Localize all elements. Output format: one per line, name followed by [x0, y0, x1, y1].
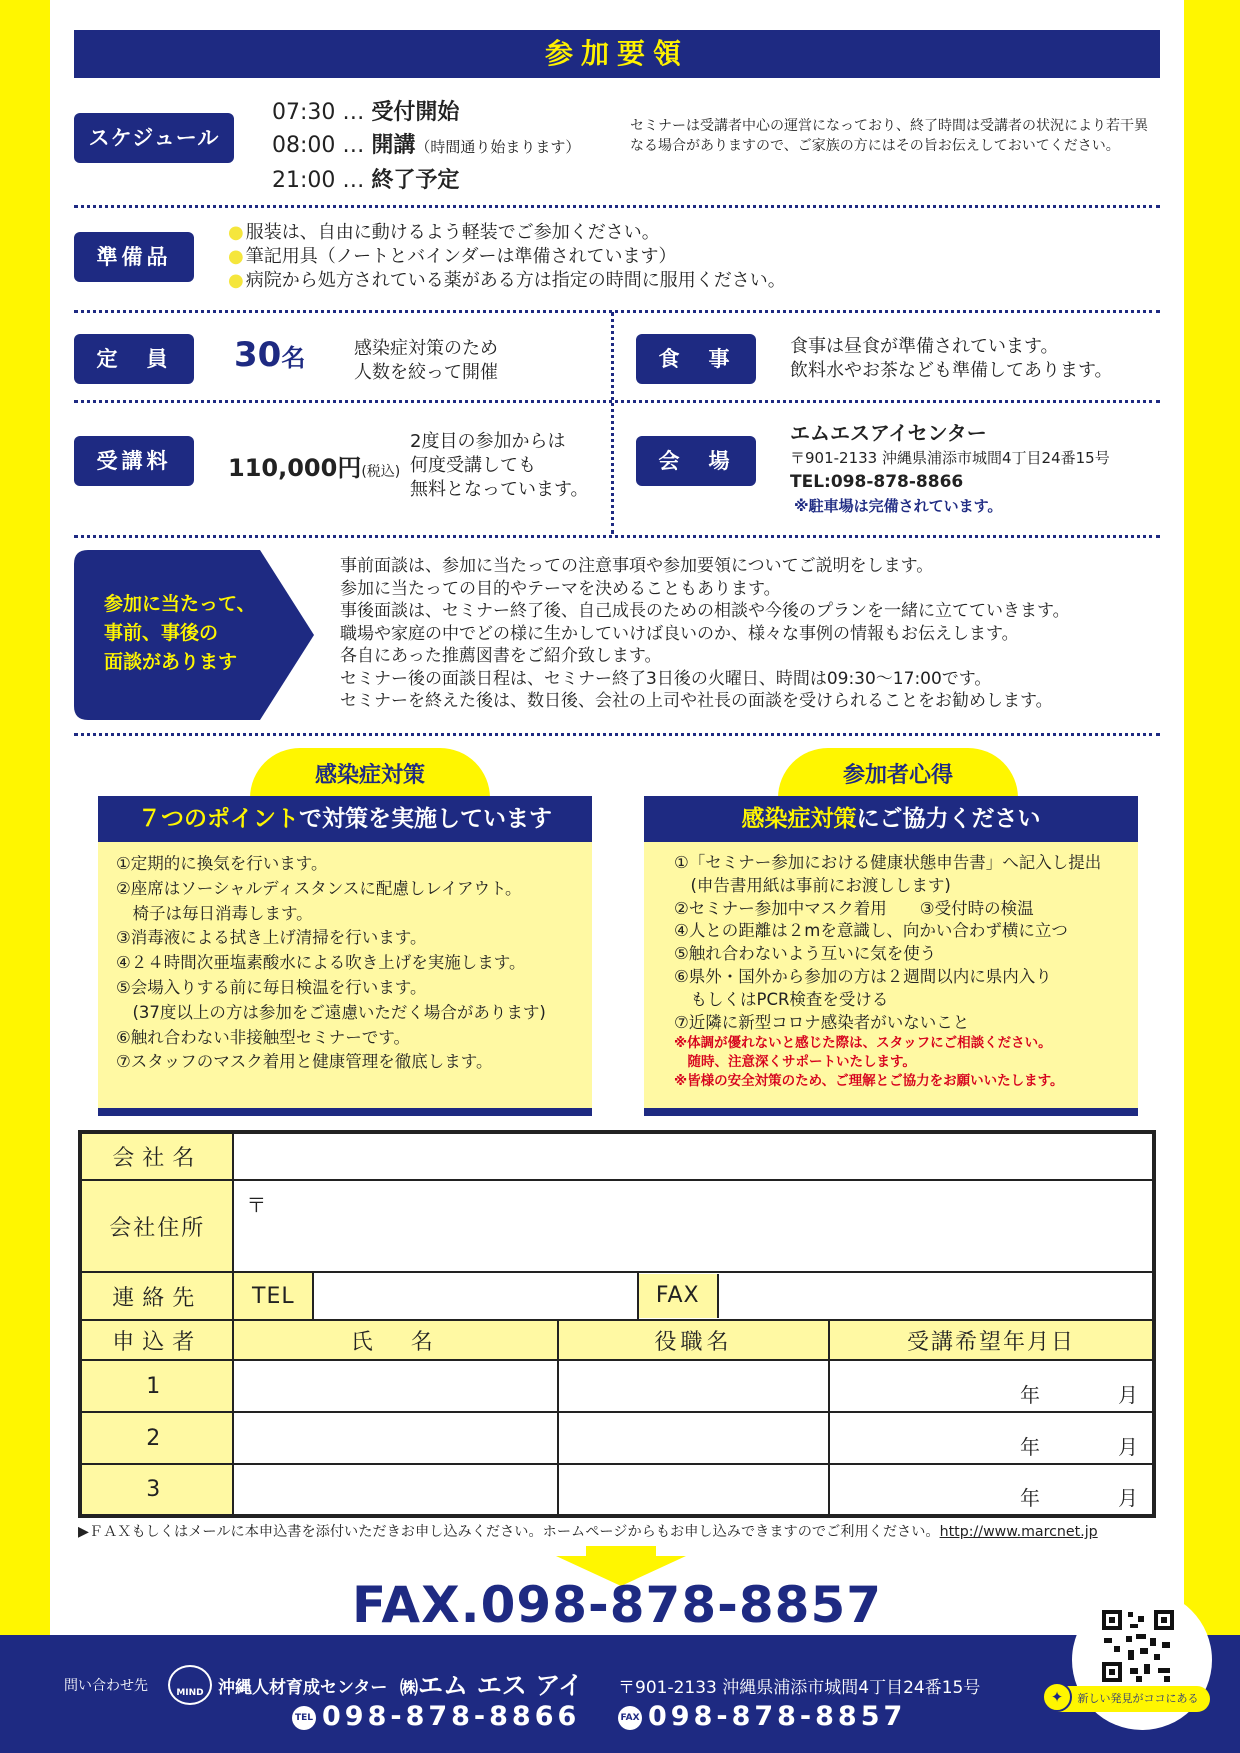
flyer-sheet [50, 0, 1184, 1635]
list-item: ⑦スタッフのマスク着用と健康管理を徹底します。 [116, 1052, 493, 1072]
infection-list [116, 852, 546, 1075]
fax-badge-icon: FAX [618, 1706, 642, 1730]
schedule-row: 21:00 … 終了予定 [272, 168, 460, 193]
org-name: 沖縄人材育成センター [218, 1678, 388, 1698]
capacity-note: 感染症対策のため 人数を絞って開催 [354, 338, 498, 383]
list-item: ②セミナー参加中マスク着用 ③受付時の検温 [674, 898, 1034, 918]
mind-logo: MIND [168, 1665, 212, 1705]
fee-amount: 110,000円(税込) [228, 454, 401, 482]
application-form [78, 1130, 1156, 1518]
meal-label: 食 事 [636, 334, 756, 384]
page-title: 参加要領 [74, 30, 1160, 78]
company-name-label: 会社名 [80, 1132, 233, 1180]
lightbulb-icon: ✦ [1042, 1682, 1072, 1712]
name-field[interactable] [233, 1360, 558, 1412]
row-number: 2 [80, 1412, 233, 1464]
divider [74, 733, 1160, 736]
interview-text: 事前面談は、参加に当たっての注意事項や参加要領についてご説明をします。 参加に当たっての目的やテーマを決めることもあります。 事後面談は、セミナー終了後、自己成長のための相談や今後のプランを一緒に立てていきます。 職場や家庭の中でどの様に生かしていけば良いのか、様々な事例の情報もお伝えします。 各自にあった推薦図書をご紹介致します。 セミナー後の面談日程は、セミナー終了3日後の火曜日、時間は09:30〜17:00です。 セミナーを終えた後は、数日後、会社の上司や社長の面談を受けられることをお勧めします。 [340, 556, 1070, 711]
divider [74, 400, 1160, 403]
fax-label: FAX [639, 1274, 719, 1318]
schedule-row: 07:30 … 受付開始 [272, 100, 460, 125]
interview-label: 参加に当たって、 事前、事後の 面談があります [104, 593, 256, 673]
list-item: ⑥県外・国外から参加の方は２週間以内に県内入り [674, 966, 1052, 986]
company-name-field[interactable] [233, 1132, 1154, 1180]
date-field[interactable]: 年 月 [829, 1360, 1154, 1412]
phone-badge-icon: TEL [292, 1706, 316, 1730]
list-item: (申告書用紙は事前にお渡しします) [674, 875, 951, 895]
name-field[interactable] [233, 1412, 558, 1464]
participants-arch-title: 参加者心得 [778, 748, 1018, 798]
row-number: 1 [80, 1360, 233, 1412]
contact-label: 連絡先 [80, 1272, 233, 1320]
company-address-label: 会社住所 [80, 1180, 233, 1272]
company-address: 〒901-2133 沖縄県浦添市城間4丁目24番15号 [618, 1678, 981, 1698]
infection-arch-title: 感染症対策 [250, 748, 490, 798]
position-field[interactable] [558, 1464, 829, 1516]
name-field[interactable] [233, 1464, 558, 1516]
table-row [80, 1360, 1154, 1412]
list-item: ④人との距離は２mを意識し、向かい合わず横に立つ [674, 921, 1068, 941]
caution-note: 随時、注意深くサポートいたします。 [674, 1054, 916, 1071]
list-item: ①定期的に換気を行います。 [116, 854, 328, 873]
list-item: ②座席はソーシャルディスタンスに配慮しレイアウト。 [116, 878, 522, 898]
venue-label: 会 場 [636, 436, 756, 486]
name-header: 氏 名 [233, 1320, 558, 1360]
position-header: 役職名 [558, 1320, 829, 1360]
footer-tel: 098-878-8866 [322, 1701, 581, 1732]
schedule-note: セミナーは受講者中心の運営になっており、終了時間は受講者の状況により若干異なる場合がありますので、ご家族の方にはその旨お伝えしておいてください。 [630, 118, 1148, 154]
list-item: もしくはPCR検査を受ける [674, 989, 889, 1009]
fax-field[interactable] [719, 1274, 1152, 1318]
meal-note: 食事は昼食が準備されています。 飲料水やお茶なども準備してあります。 [790, 336, 1113, 381]
schedule-label: スケジュール [74, 113, 234, 163]
postal-mark: 〒 [246, 1193, 267, 1217]
row-number: 3 [80, 1464, 233, 1516]
list-item: 椅子は毎日消毒します。 [116, 903, 313, 923]
divider [74, 310, 1160, 313]
venue-info: エムエスアイセンター 〒901-2133 沖縄県浦添市城間4丁目24番15号 TEL:098-878-8866 ※駐車場は完備されています。 [790, 421, 1110, 515]
table-row [80, 1412, 1154, 1464]
participants-header: 感染症対策にご協力ください [644, 796, 1138, 842]
participants-list [674, 852, 1101, 1091]
capacity-label: 定 員 [74, 334, 194, 384]
capacity-value: 30名 [234, 335, 306, 375]
list-item: ④２４時間次亜塩素酸水による吹き上げを実施します。 [116, 953, 526, 973]
qr-code-icon[interactable] [1100, 1608, 1176, 1684]
divider [74, 535, 1160, 538]
company-address-field[interactable] [233, 1180, 1154, 1272]
fee-note: 2度目の参加からは 何度受講しても 無料となっています。 [410, 431, 589, 500]
preparation-list [228, 221, 786, 293]
fax-cell [638, 1272, 1154, 1320]
list-item: ● 服装は、自由に動けるよう軽装でご参加ください。 [228, 221, 786, 245]
position-field[interactable] [558, 1360, 829, 1412]
applicant-label: 申込者 [80, 1320, 233, 1360]
list-item: ⑤触れ合わないよう互いに気を使う [674, 944, 937, 964]
list-item: ● 筆記用具（ノートとバインダーは準備されています） [228, 245, 786, 269]
contact-label: 問い合わせ先 [64, 1678, 148, 1694]
list-item: ①「セミナー参加における健康状態申告書」へ記入し提出 [674, 853, 1102, 872]
schedule-row: 08:00 … 開講（時間通り始まります） [272, 133, 581, 158]
date-header: 受講希望年月日 [829, 1320, 1154, 1360]
tel-field[interactable] [313, 1272, 638, 1320]
preparation-label: 準備品 [74, 232, 194, 282]
schedule-list [272, 96, 580, 197]
website-link[interactable]: http://www.marcnet.jp [939, 1524, 1098, 1540]
list-item: ⑤会場入りする前に毎日検温を行います。 [116, 977, 427, 997]
fee-label: 受講料 [74, 436, 194, 486]
tel-label: TEL [233, 1272, 313, 1320]
infection-header: ７つのポイントで対策を実施しています [98, 796, 592, 842]
list-item: ③消毒液による拭き上げ清掃を行います。 [116, 928, 427, 948]
divider-vertical [611, 312, 614, 534]
company-name: ㈱エム エス アイ [400, 1671, 584, 1700]
list-item: ⑦近隣に新型コロナ感染者がいないこと [674, 1012, 970, 1032]
position-field[interactable] [558, 1412, 829, 1464]
list-item: ● 病院から処方されている薬がある方は指定の時間に服用ください。 [228, 269, 786, 293]
qr-caption: 新しい発見がココにある [1046, 1686, 1210, 1712]
date-field[interactable]: 年 月 [829, 1412, 1154, 1464]
footer-fax: 098-878-8857 [648, 1701, 907, 1732]
list-item: ⑥触れ合わない非接触型セミナーです。 [116, 1027, 410, 1047]
divider [74, 205, 1160, 208]
fax-number-large: FAX.098-878-8857 [351, 1576, 883, 1634]
caution-note: ※皆様の安全対策のため、ご理解とご協力をお願いいたします。 [674, 1073, 1064, 1090]
list-item: (37度以上の方は参加をご遠慮いただく場合があります) [116, 1002, 546, 1022]
table-row [80, 1464, 1154, 1516]
date-field[interactable]: 年 月 [829, 1464, 1154, 1516]
caution-note: ※体調が優れないと感じた際は、スタッフにご相談ください。 [674, 1035, 1052, 1052]
application-note: ▶ＦＡＸもしくはメールに本申込書を添付いただきお申し込みください。ホームページからもお申し込みできますのでご利用ください。http://www.marcnet.jp [78, 1524, 1098, 1540]
